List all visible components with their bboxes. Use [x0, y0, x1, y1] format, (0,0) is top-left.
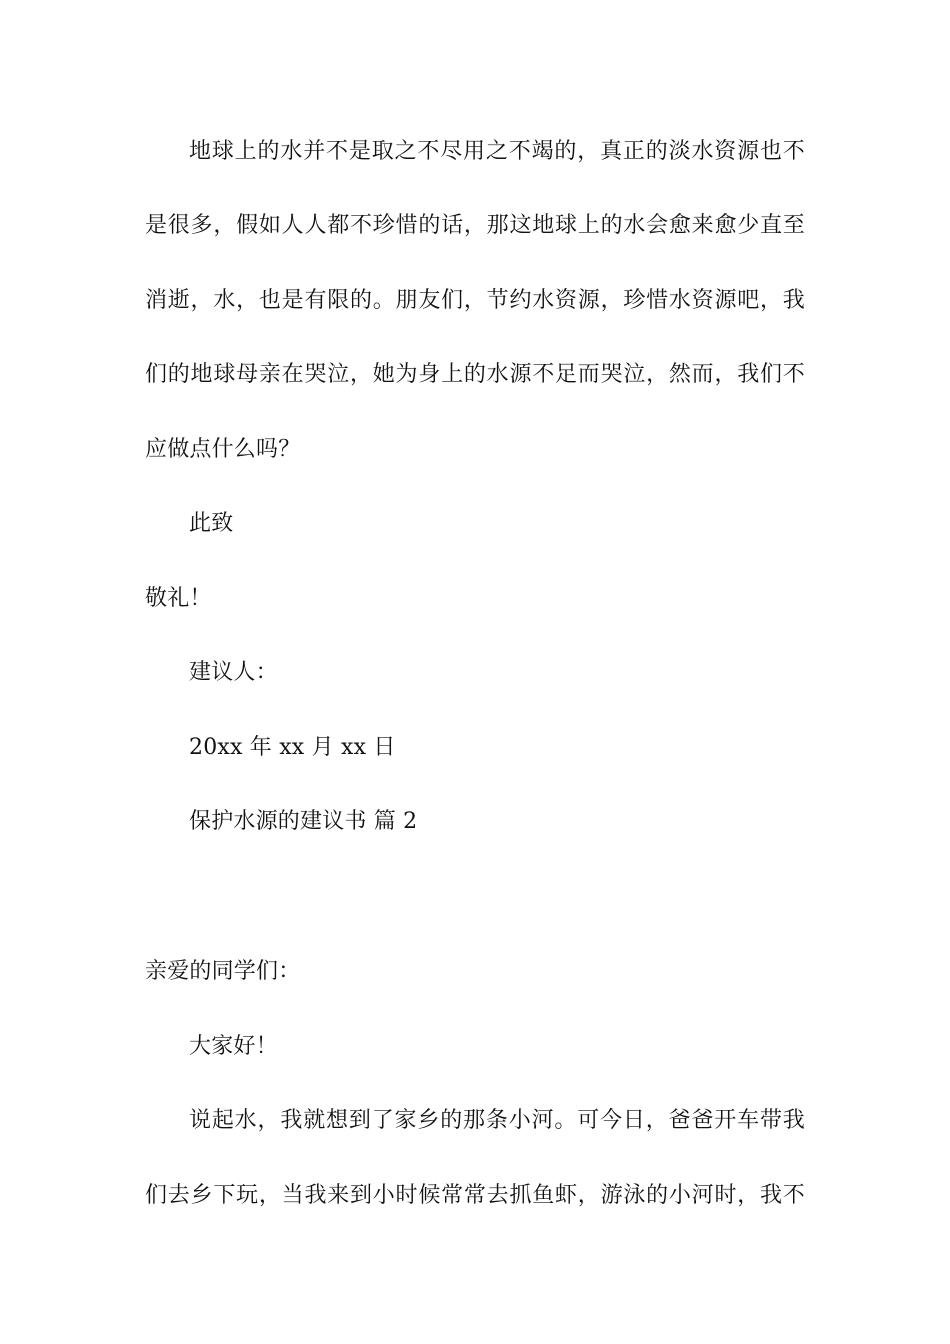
signature-label: 建议人：: [189, 660, 278, 685]
paragraph-2-line-2: 们去乡下玩，当我来到小时候常常去抓鱼虾，游泳的小河时，我不: [145, 1183, 805, 1208]
greeting-line: 亲爱的同学们：: [145, 959, 301, 984]
section-title: 保护水源的建议书 篇 2: [189, 809, 418, 834]
paragraph-1-line-3: 消逝，水，也是有限的。朋友们，节约水资源，珍惜水资源吧，我: [145, 288, 805, 313]
hello-line: 大家好！: [189, 1034, 278, 1059]
paragraph-2-line-1: 说起水，我就想到了家乡的那条小河。可今日，爸爸开车带我: [189, 1108, 805, 1133]
paragraph-1-line-5: 应做点什么吗？: [145, 437, 301, 462]
paragraph-1-line-2: 是很多，假如人人都不珍惜的话，那这地球上的水会愈来愈少直至: [145, 213, 805, 238]
salute-text: 敬礼！: [145, 586, 212, 611]
paragraph-1-line-4: 们的地球母亲在哭泣，她为身上的水源不足而哭泣，然而，我们不: [145, 362, 805, 387]
paragraph-1-line-1: 地球上的水并不是取之不尽用之不竭的，真正的淡水资源也不: [189, 139, 805, 164]
date-line: 20xx 年 xx 月 xx 日: [189, 735, 396, 760]
closing-text: 此致: [189, 511, 234, 536]
